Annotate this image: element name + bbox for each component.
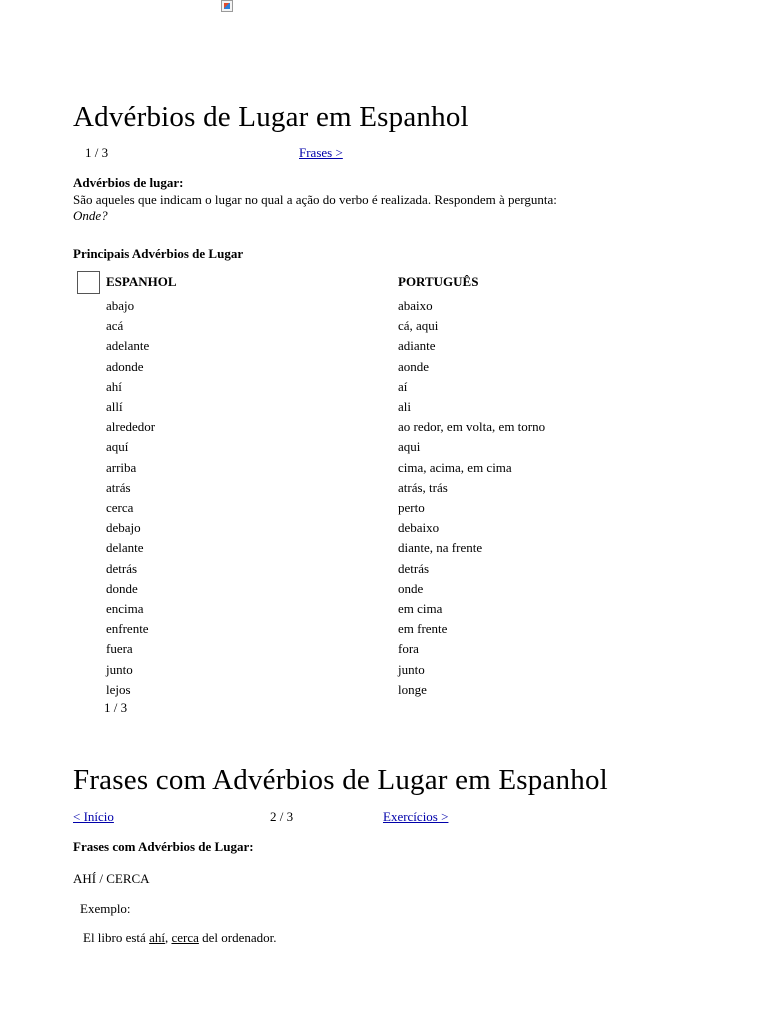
table-row <box>0 296 768 316</box>
table-title: Principais Advérbios de Lugar <box>73 246 244 261</box>
definition-title: Advérbios de lugar: <box>73 175 184 190</box>
cell-portugues: detrás <box>398 560 430 576</box>
cell-espanhol: lejos <box>106 681 131 697</box>
cell-portugues: aonde <box>398 358 430 374</box>
table-row <box>0 660 768 680</box>
cell-espanhol: junto <box>106 661 133 677</box>
cell-espanhol: alrededor <box>106 419 156 435</box>
cell-portugues: em cima <box>398 601 443 616</box>
cell-espanhol: aquí <box>106 439 129 455</box>
cell-espanhol: allí <box>106 399 123 414</box>
cell-portugues: junto <box>398 661 425 677</box>
broken-image-icon <box>221 0 233 12</box>
table-row <box>0 336 768 356</box>
cell-portugues: aí <box>398 378 408 394</box>
example-before: El libro está <box>83 930 150 945</box>
cell-portugues: debaixo <box>398 520 440 536</box>
cell-espanhol: fuera <box>106 641 133 657</box>
cell-espanhol: delante <box>106 540 144 556</box>
example-label: Exemplo: <box>80 901 131 916</box>
prev-link-inicio[interactable]: < Início <box>73 809 114 824</box>
next-link-frases[interactable]: Frases > <box>299 145 343 160</box>
table-row <box>0 619 768 639</box>
table-row <box>0 680 768 700</box>
definition-question: Onde? <box>73 208 108 223</box>
cell-espanhol: atrás <box>106 479 131 495</box>
table-row <box>0 397 768 417</box>
table-row <box>0 538 768 558</box>
cell-espanhol: detrás <box>106 560 138 576</box>
cell-portugues: perto <box>398 500 425 515</box>
section2-title: Frases com Advérbios de Lugar em Espanhol <box>73 764 608 796</box>
table-row <box>0 518 768 538</box>
page-title: Advérbios de Lugar em Espanhol <box>73 101 469 133</box>
cell-portugues: onde <box>398 580 424 596</box>
cell-portugues: longe <box>398 681 427 697</box>
cell-portugues: adiante <box>398 338 436 354</box>
example-sentence <box>83 930 277 946</box>
table-row <box>0 599 768 619</box>
cell-espanhol: enfrente <box>106 621 149 637</box>
cell-espanhol: adelante <box>106 338 150 354</box>
next-link-exercicios[interactable]: Exercícios > <box>383 809 449 824</box>
table-row <box>0 559 768 579</box>
example-word-ahi: ahí <box>149 930 165 945</box>
cell-portugues: ali <box>398 399 411 414</box>
section2-subtitle: Frases com Advérbios de Lugar: <box>73 839 254 854</box>
header-espanhol: ESPANHOL <box>106 274 177 289</box>
table-row <box>0 498 768 518</box>
header-portugues: PORTUGUÊS <box>398 274 479 289</box>
cell-portugues: fora <box>398 641 419 657</box>
cell-espanhol: cerca <box>106 500 134 515</box>
table-row <box>0 639 768 659</box>
table-row <box>0 377 768 397</box>
cell-portugues: cima, acima, em cima <box>398 459 512 475</box>
pager-bottom: 1 / 3 <box>104 700 128 715</box>
cell-espanhol: acá <box>106 318 124 334</box>
cell-portugues: abaixo <box>398 298 433 313</box>
example-word-cerca: cerca <box>171 930 199 945</box>
cell-espanhol: debajo <box>106 520 141 536</box>
pager-top: 1 / 3 <box>85 145 109 160</box>
cell-espanhol: donde <box>106 580 138 596</box>
table-row <box>0 579 768 599</box>
table-checkbox[interactable] <box>77 271 100 294</box>
cell-portugues: cá, aqui <box>398 318 439 334</box>
table-row <box>0 417 768 437</box>
cell-espanhol: abajo <box>106 298 135 313</box>
adverb-pair: AHÍ / CERCA <box>73 871 150 886</box>
cell-portugues: ao redor, em volta, em torno <box>398 419 546 435</box>
cell-portugues: atrás, trás <box>398 479 448 495</box>
example-after: del ordenador. <box>198 930 277 945</box>
definition-text: São aqueles que indicam o lugar no qual a ação do verbo é realizada. Respondem à pergunta: <box>73 192 557 207</box>
cell-espanhol: arriba <box>106 459 137 475</box>
table-row <box>0 357 768 377</box>
cell-espanhol: encima <box>106 601 144 616</box>
cell-portugues: aqui <box>398 439 421 455</box>
cell-espanhol: adonde <box>106 358 144 374</box>
table-row <box>0 437 768 457</box>
example-sep: , <box>164 930 172 945</box>
table-row <box>0 458 768 478</box>
pager-section2: 2 / 3 <box>270 809 294 824</box>
table-row <box>0 316 768 336</box>
cell-espanhol: ahí <box>106 378 122 394</box>
cell-portugues: diante, na frente <box>398 540 483 556</box>
table-row <box>0 478 768 498</box>
cell-portugues: em frente <box>398 621 448 637</box>
